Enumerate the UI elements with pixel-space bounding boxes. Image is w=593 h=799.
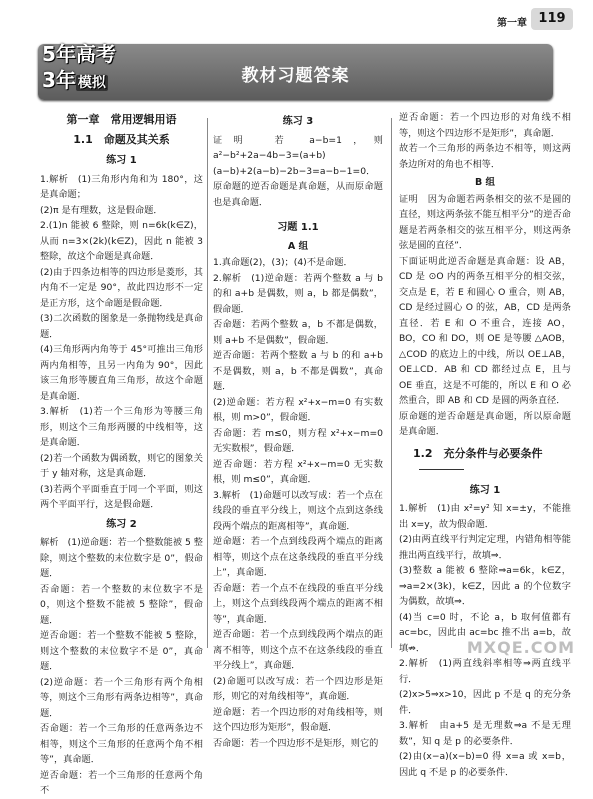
- exercise-heading: 练习 2: [106, 518, 137, 530]
- answer-paragraph: 逆否命题：若一个整数不能被 5 整除，则这个整数的末位数字不是 0”，真命题．: [40, 630, 203, 672]
- answer-paragraph: 解析 (1)逆命题：若一个整数能被 5 整除，则这个整数的末位数字是 0”，假命题．: [40, 537, 203, 579]
- answer-paragraph: (2)由(x−a)(x−b)=0 得 x=a 或 x=b，因此 q 不是 p 的必要条件．: [399, 751, 571, 778]
- answer-paragraph: 否命题：若一个四边形不是矩形，则它的: [213, 737, 379, 749]
- book-logo: [38, 36, 134, 106]
- column-1: [40, 110, 203, 799]
- column-divider-1: [207, 118, 208, 648]
- answer-paragraph: (2)x>5⇒x>10，因此 p 不是 q 的充分条件．: [399, 689, 571, 716]
- answer-paragraph: (4)三角形两内角等于 45°可推出三角形两内角相等，且另一内角为 90°，因此该三角形等腰直角三角形，故这个命题是真命题．: [40, 344, 203, 402]
- exercise-heading: 练习 3: [282, 116, 314, 127]
- answer-paragraph: 1.解析 (1)三角形内角和为 180°，这是真命题；: [40, 173, 203, 200]
- answer-paragraph: 2.解析 (1)两直线斜率相等⇒两直线平行．: [399, 658, 571, 685]
- logo-line2b: 模拟: [77, 75, 106, 91]
- answer-paragraph: 原命题的逆否命题是真命题，所以原命题是真命题．: [399, 410, 571, 437]
- answer-paragraph: 证明 若 a−b=1，则 a²−b²+2a−4b−3=(a+b)(a−b)+2(a−b)−2b−3=a−b−1=0．: [213, 134, 383, 177]
- answer-paragraph: 否命题：若两个整数 a，b 不都是偶数，则 a+b 不是偶数”，假命题．: [213, 319, 383, 346]
- answer-paragraph: (4)当 c=0 时，不论 a，b 取何值都有 ac=bc，因此由 ac=bc 推不出 a=b，故填⇏．: [399, 611, 571, 654]
- answer-paragraph: (2)由两直线平行判定定理，内错角相等能推出两直线平行，故填⇒．: [399, 534, 571, 561]
- exercise-heading: 练习 1: [106, 155, 137, 166]
- answer-paragraph: 2.解析 (1)逆命题：若两个整数 a 与 b 的和 a+b 是偶数，则 a，b 都是偶数”，假命题．: [213, 272, 383, 315]
- answer-paragraph: 逆否命题：若两个整数 a 与 b 的和 a+b 不是偶数，则 a，b 不都是偶数”，真命题．: [213, 350, 383, 392]
- exercise-heading: 练习 1: [469, 484, 501, 496]
- answer-paragraph: (2)π 是有理数，这是假命题．: [40, 204, 163, 216]
- answer-paragraph: 逆否命题：若一个点到线段两个端点的距离不相等，则这个点不在这条线段的垂直平分线上”，真命题．: [213, 629, 383, 671]
- answer-paragraph: 3.解析 由a+5 是无理数⇒a 不是无理数”，知 q 是 p 的必要条件．: [399, 720, 571, 747]
- banner-title: 教材习题答案: [241, 66, 350, 86]
- site-watermark: [463, 601, 583, 661]
- answer-paragraph: 故若一个三角形的两条边不相等，则这两条边所对的角也不相等．: [399, 143, 571, 170]
- watermark-text: MXQE.COM: [466, 638, 575, 657]
- answer-paragraph: 3.解析 (1)若一个三角形为等腰三角形，则这个三角形两腰的中线相等，这是真命题．: [40, 406, 203, 448]
- answer-paragraph: 逆否命题：若一个四边形的对角线不相等，则这个四边形不是矩形”，真命题．: [399, 112, 571, 139]
- column-3: [399, 110, 571, 780]
- answer-paragraph: (3)二次函数的图象是一条抛物线是真命题．: [40, 313, 203, 340]
- answer-paragraph: 否命题：若一个点不在线段的垂直平分线上，则这个点到线段两个端点的距离不相等”，真命题．: [213, 582, 383, 625]
- logo-line1: 5年高考: [42, 42, 116, 66]
- answer-paragraph: 逆否命题：若方程 x²+x−m=0 无实数根，则 m≤0”，真命题．: [213, 458, 383, 485]
- logo-line2: [42, 64, 108, 93]
- group-heading: B 组: [474, 177, 496, 188]
- answer-paragraph: 1.解析 (1)由 x²=y² 知 x=±y，不能推出 x=y，故为假命题．: [399, 503, 571, 530]
- answer-paragraph: 证明 因为命题若两条相交的弦不是圆的直径，则这两条弦不能互相平分”的逆否命题是若两条相交的弦互相平分，则这两条弦是圆的直径”．: [399, 193, 571, 251]
- section-title: 1.2 充分条件与必要条件: [413, 446, 543, 460]
- chapter-label: 第一章: [497, 18, 527, 29]
- answer-paragraph: 逆命题：若一个点到线段两个端点的距离相等，则这个点在这条线段的垂直平分线上”，真命题．: [213, 536, 383, 578]
- answer-paragraph: 3.解析 (1)命题可以改写成：若一个点在线段的垂直平分线上，则这个点到这条线段两个端点的距离相等”，真命题．: [213, 489, 383, 532]
- answer-paragraph: (2)命题可以改写成：若一个四边形是矩形，则它的对角线相等”，真命题．: [213, 675, 383, 702]
- group-heading: A 组: [287, 240, 309, 252]
- column-2: [213, 110, 383, 751]
- answer-paragraph: 1.真命题(2)，(3)；(4)不是命题．: [213, 257, 353, 268]
- logo-line2a: 3年: [42, 68, 76, 92]
- answer-paragraph: 原命题的逆否命题是真命题，从而原命题也是真命题．: [213, 181, 383, 208]
- answer-paragraph: (3)若两个平面垂直于同一个平面，则这两个平面平行，这是假命题．: [40, 483, 203, 510]
- answer-paragraph: 2.(1)n 能被 6 整除，则 n=6k(k∈Z)，从而 n=3×(2k)(k∈Z)，因此 n 能被 3 整除，故这个命题是真命题．: [40, 220, 203, 262]
- heading-rule: [419, 469, 464, 470]
- answer-paragraph: 逆否命题：若一个三角形的任意两个角不: [40, 769, 203, 796]
- column-divider-2: [391, 118, 392, 648]
- answer-paragraph: 否命题：若 m≤0，则方程 x²+x−m=0 无实数根”，假命题．: [213, 427, 383, 454]
- page-number: 119: [531, 8, 573, 30]
- answer-paragraph: (2)由于四条边相等的四边形是菱形，其内角不一定是 90°，故此四边形不一定是正方形，这个命题是假命题．: [40, 266, 203, 309]
- section-heading: 1.1 命题及其关系: [73, 132, 170, 146]
- section-heading: [413, 446, 571, 477]
- answer-paragraph: 否命题：若一个三角形的任意两条边不相等，则这个三角形的任意两个角不相等”，真命题．: [40, 723, 203, 765]
- answer-paragraph: 否命题：若一个整数的末位数字不是 0，则这个整数不能被 5 整除”，假命题．: [40, 583, 203, 626]
- answer-paragraph: (2)若一个函数为偶函数，则它的图象关于 y 轴对称，这是真命题．: [40, 452, 203, 479]
- answer-paragraph: (3)整数 a 能被 6 整除⇒a=6k，k∈Z，⇒a=2×(3k)，k∈Z，因此 a 的个位数字为偶数，故填⇒．: [399, 565, 571, 607]
- chapter-heading: 第一章 常用逻辑用语: [66, 113, 177, 126]
- answer-paragraph: (2)逆命题：若方程 x²+x−m=0 有实数根，则 m>0”，假命题．: [213, 396, 383, 423]
- page-header: [0, 0, 593, 36]
- answer-paragraph: 逆命题：若一个四边形的对角线相等，则这个四边形为矩形”，假命题．: [213, 706, 383, 733]
- exercise-heading: 习题 1.1: [277, 222, 319, 233]
- answer-paragraph: 下面证明此逆否命题是真命题：设 AB，CD 是 ⊙O 内的两条互相平分的相交弦，交点是 E，若 E 和圆心 O 重合，则 AB，CD 是经过圆心 O 的弦，AB，CD 是两条直径．若 E 和 O 不重合，连接 AO，BO，CO 和 DO，则 OE 是等腰 △AOB，△COD 的底边上的中线，所以 OE⊥AB，OE⊥CD．AB 和 CD 都经过点 E，且与 OE 垂直，这是不可能的，所以 E 和 O 必然重合，即 AB 和 CD 是圆的两条直径．: [399, 255, 571, 406]
- answer-paragraph: (2)逆命题：若一个三角形有两个角相等，则这个三角形有两条边相等”，真命题．: [40, 676, 203, 719]
